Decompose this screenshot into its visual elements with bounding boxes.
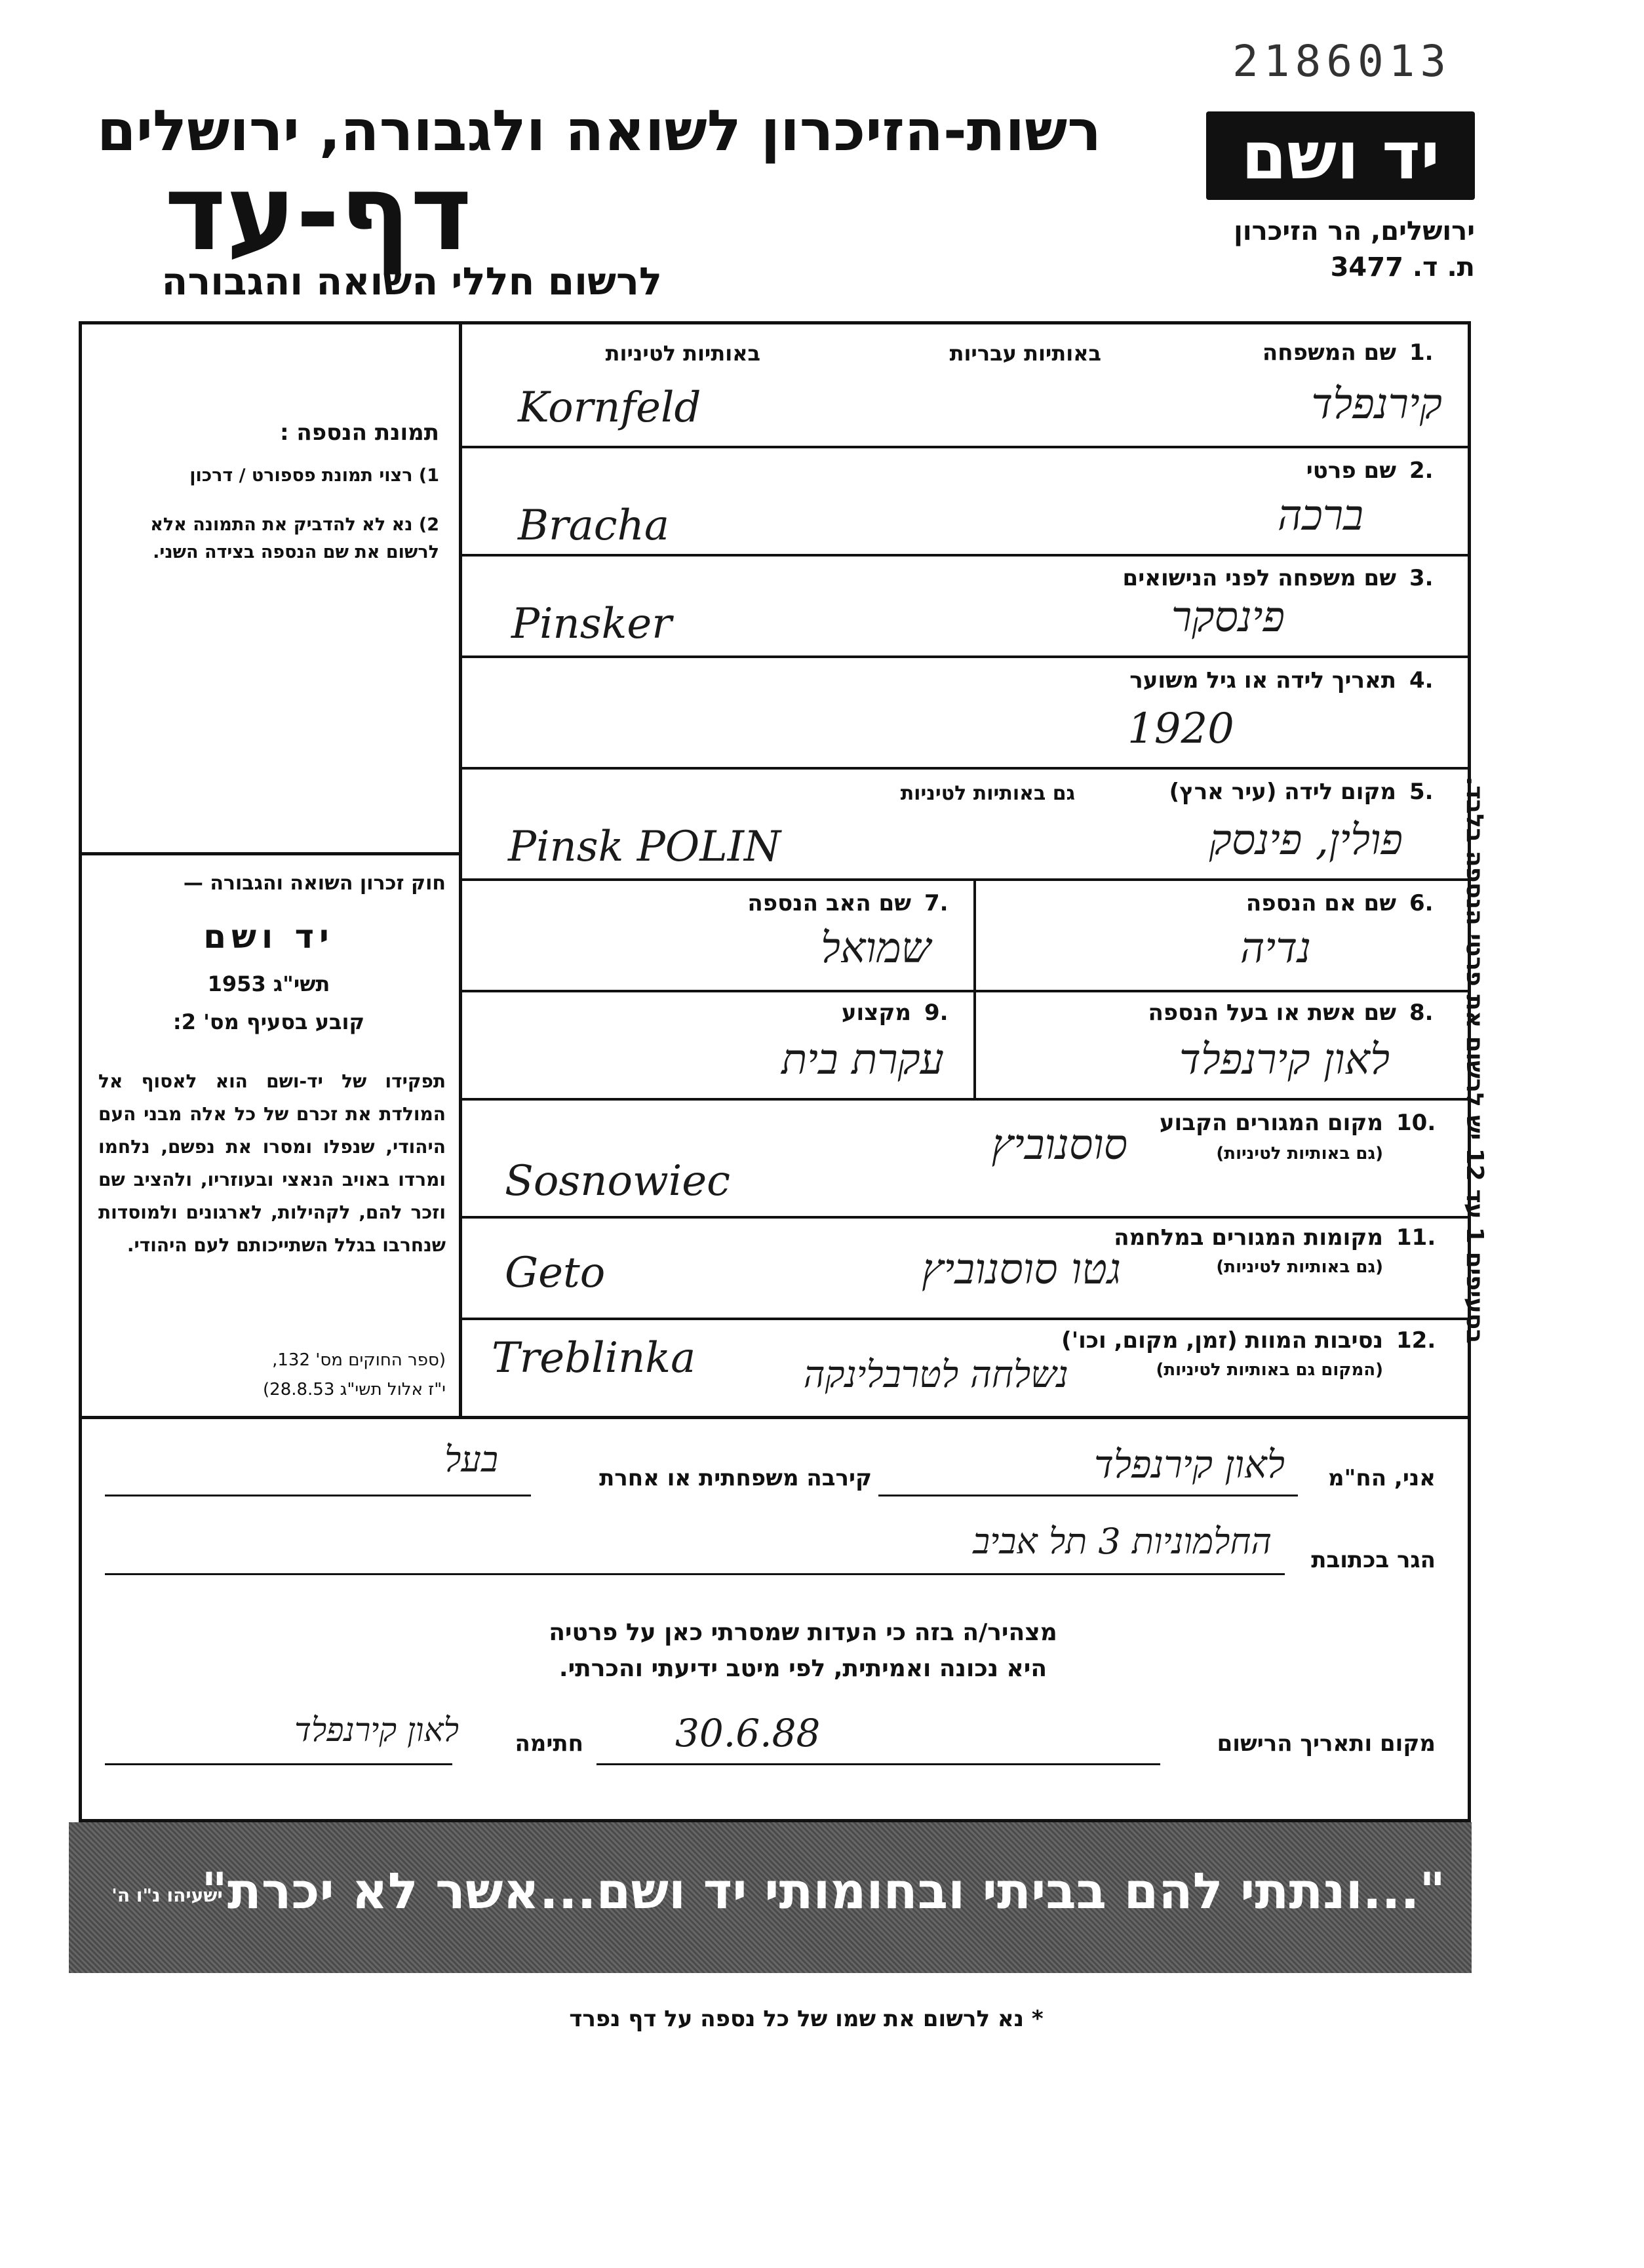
sep-declaration bbox=[79, 1416, 1471, 1419]
split-6-9 bbox=[973, 878, 976, 1098]
field-11-label: מקומות המגורים במלחמה bbox=[1114, 1224, 1383, 1251]
field-10-latin-value[interactable]: Sosnowiec bbox=[505, 1157, 730, 1205]
field-3-hebrew-value[interactable]: פינסקר bbox=[1171, 593, 1285, 642]
relation-value[interactable]: בעל bbox=[444, 1439, 498, 1480]
authority-title: רשות-הזיכרון לשואה ולגבורה, ירושלים bbox=[96, 98, 1101, 164]
document-number: 2186013 bbox=[1232, 36, 1452, 87]
side-instruction: בסעיפים 1 עד 12 יש לרשום את פרטי הנספה בלבד. bbox=[1461, 776, 1488, 1344]
field-5-label: מקום לידה (עיר ארץ) bbox=[1169, 779, 1396, 805]
field-7-number: 7. bbox=[924, 890, 949, 916]
field-2-hebrew-value[interactable]: ברכה bbox=[1277, 492, 1363, 540]
field-7-value[interactable]: שמואל bbox=[821, 924, 931, 973]
sep-9 bbox=[459, 1318, 1471, 1320]
footer-note bbox=[511, 2006, 1101, 2032]
field-5-hebrew-value[interactable]: פולין, פינסק bbox=[1209, 816, 1403, 865]
law-body: תפקידו של יד-ושם הוא לאסוף אל המולדת את זכרם של כל אלה מבני העם היהודי, שנפלו ומסרו את נפשם, נלחמו ומרדו באויב הנאצי ובעוזריו, ולהציב שם וזכר להם, לקהילות, לארגונים ולמוסדות שנחרבו בגלל השתייכותם לעם היהודי. bbox=[98, 1070, 446, 1256]
law-source-2: י"ז אלול תשי"ג 28.8.53) bbox=[263, 1380, 446, 1399]
field-8-label: שם אשת או בעל הנספה bbox=[1148, 1000, 1396, 1026]
law-name: יד ושם bbox=[203, 918, 334, 956]
place-date-label: מקום ותאריך הרישום bbox=[1217, 1730, 1436, 1757]
banner-quote: "...ונתתי להם בביתי ובחומותי יד ושם...אשר לא יכרת" bbox=[201, 1862, 1445, 1920]
footer-star: * bbox=[1031, 2006, 1044, 2032]
field-11-latin-value[interactable]: Geto bbox=[505, 1249, 606, 1297]
signature-label: חתימה bbox=[515, 1730, 583, 1757]
field-5-note: גם באותיות לטיניות bbox=[900, 782, 1075, 805]
photo-box-item-1: 1) רצוי תמונת פספורט / דרכון bbox=[189, 465, 439, 486]
field-4-value[interactable]: 1920 bbox=[1127, 705, 1234, 753]
date-line bbox=[597, 1763, 1160, 1765]
statement-line-1: מצהיר/ה בזה כי העדות שמסרתי כאן על פרטיה bbox=[549, 1619, 1057, 1646]
field-3-number: 3. bbox=[1409, 565, 1434, 591]
column-hebrew-header: באותיות עבריות bbox=[949, 341, 1101, 366]
field-10-label: מקום המגורים הקבוע bbox=[1159, 1110, 1383, 1136]
relation-line bbox=[105, 1495, 531, 1496]
field-6-number: 6. bbox=[1409, 890, 1434, 916]
quote-banner bbox=[69, 1822, 1472, 1973]
address-label: הגר בכתובת bbox=[1311, 1547, 1436, 1573]
field-9-label: מקצוע bbox=[841, 1000, 911, 1026]
field-9-value[interactable]: עקרת בית bbox=[781, 1036, 944, 1084]
field-8-number: 8. bbox=[1409, 1000, 1434, 1026]
field-12-hebrew-value[interactable]: נשלחה לטרבלינקה bbox=[803, 1354, 1068, 1396]
field-11-number: 11. bbox=[1396, 1224, 1436, 1251]
logo-text: יד ושם bbox=[1241, 117, 1440, 194]
sep-3 bbox=[459, 655, 1471, 658]
left-column-divider bbox=[459, 321, 462, 1416]
field-12-label: נסיבות המוות (זמן, מקום, וכו') bbox=[1061, 1327, 1383, 1354]
field-1-number: 1. bbox=[1409, 340, 1434, 366]
field-1-label: שם המשפחה bbox=[1262, 340, 1396, 366]
field-2-latin-value[interactable]: Bracha bbox=[518, 501, 669, 550]
signature-value[interactable]: לאון קירנפלד bbox=[294, 1711, 459, 1749]
page-subtitle: לרשום חללי השואה והגבורה bbox=[161, 259, 662, 303]
banner-source: ישעיהו נ"ו ה' bbox=[111, 1885, 223, 1906]
page-title: דף-עד bbox=[164, 151, 472, 274]
declarant-value[interactable]: לאון קירנפלד bbox=[1093, 1442, 1285, 1487]
address-line bbox=[105, 1573, 1285, 1575]
field-6-value[interactable]: נדיה bbox=[1240, 924, 1311, 973]
field-12-note: (המקום גם באותיות לטיניות) bbox=[1156, 1360, 1383, 1380]
sep-7 bbox=[459, 1098, 1471, 1101]
field-11-note: (גם באותיות לטיניות) bbox=[1216, 1257, 1383, 1277]
photo-law-divider bbox=[79, 852, 462, 855]
law-heading: חוק זכרון השואה והגבורה — bbox=[183, 872, 446, 895]
declarant-line bbox=[878, 1495, 1298, 1496]
field-12-number: 12. bbox=[1396, 1327, 1436, 1354]
field-1-hebrew-value[interactable]: קירנפלד bbox=[1311, 380, 1442, 429]
field-1-latin-value[interactable]: Kornfeld bbox=[518, 383, 701, 432]
field-8-value[interactable]: לאון קירנפלד bbox=[1179, 1036, 1390, 1084]
yad-vashem-logo bbox=[1206, 111, 1475, 200]
field-2-label: שם פרטי bbox=[1306, 458, 1396, 484]
sep-4 bbox=[459, 767, 1471, 770]
field-11-hebrew-value[interactable]: גטו סוסנוביץ bbox=[922, 1245, 1121, 1294]
field-9-number: 9. bbox=[924, 1000, 949, 1026]
sep-1 bbox=[459, 446, 1471, 448]
sep-6 bbox=[459, 990, 1471, 992]
declarant-label: אני, הח"מ bbox=[1328, 1465, 1436, 1491]
field-12-latin-value[interactable]: Treblinka bbox=[492, 1334, 696, 1382]
law-clause: קובע בסעיף מס' 2: bbox=[172, 1009, 365, 1034]
field-7-label: שם האב הנספה bbox=[747, 890, 911, 916]
statement-line-2: היא נכונה ואמיתית, לפי מיטב ידיעתי והכרתי. bbox=[558, 1655, 1047, 1682]
photo-box-item-2: 2) נא לא להדביק את התמונה אלא לרשום את שם הנספה בצידה השני. bbox=[150, 515, 439, 562]
sep-5 bbox=[459, 878, 1471, 881]
field-10-note: (גם באותיות לטיניות) bbox=[1216, 1144, 1383, 1163]
photo-box-title: תמונת הנספה : bbox=[280, 420, 439, 446]
date-value[interactable]: 30.6.88 bbox=[675, 1711, 821, 1755]
field-6-label: שם אם הנספה bbox=[1245, 890, 1396, 916]
address-line-2: ת. ד. 3477 bbox=[1330, 252, 1475, 283]
law-year: תשי"ג 1953 bbox=[207, 971, 330, 996]
field-4-number: 4. bbox=[1409, 667, 1434, 694]
address-line-1: ירושלים, הר הזיכרון bbox=[1234, 216, 1475, 246]
column-latin-header: באותיות לטיניות bbox=[605, 341, 760, 366]
sep-2 bbox=[459, 554, 1471, 557]
field-5-latin-value[interactable]: Pinsk POLIN bbox=[508, 823, 781, 871]
signature-line bbox=[105, 1763, 452, 1765]
relation-label: קירבה משפחתית או אחרת bbox=[599, 1465, 872, 1491]
field-2-number: 2. bbox=[1409, 458, 1434, 484]
law-source-1: (ספר החוקים מס' 132, bbox=[272, 1350, 446, 1370]
field-10-hebrew-value[interactable]: סוסנוביץ bbox=[991, 1121, 1127, 1169]
footer-note-text: נא לרשום את שמו של כל נספה על דף נפרד bbox=[569, 2006, 1025, 2032]
address-value[interactable]: החלמוניות 3 תל אביב bbox=[973, 1521, 1272, 1562]
field-10-number: 10. bbox=[1396, 1110, 1436, 1136]
field-5-number: 5. bbox=[1409, 779, 1434, 805]
field-4-label: תאריך לידה או גיל משוער bbox=[1129, 667, 1396, 694]
field-3-latin-value[interactable]: Pinsker bbox=[511, 600, 672, 648]
sep-8 bbox=[459, 1216, 1471, 1219]
field-3-label: שם משפחה לפני הנישואים bbox=[1122, 565, 1396, 591]
